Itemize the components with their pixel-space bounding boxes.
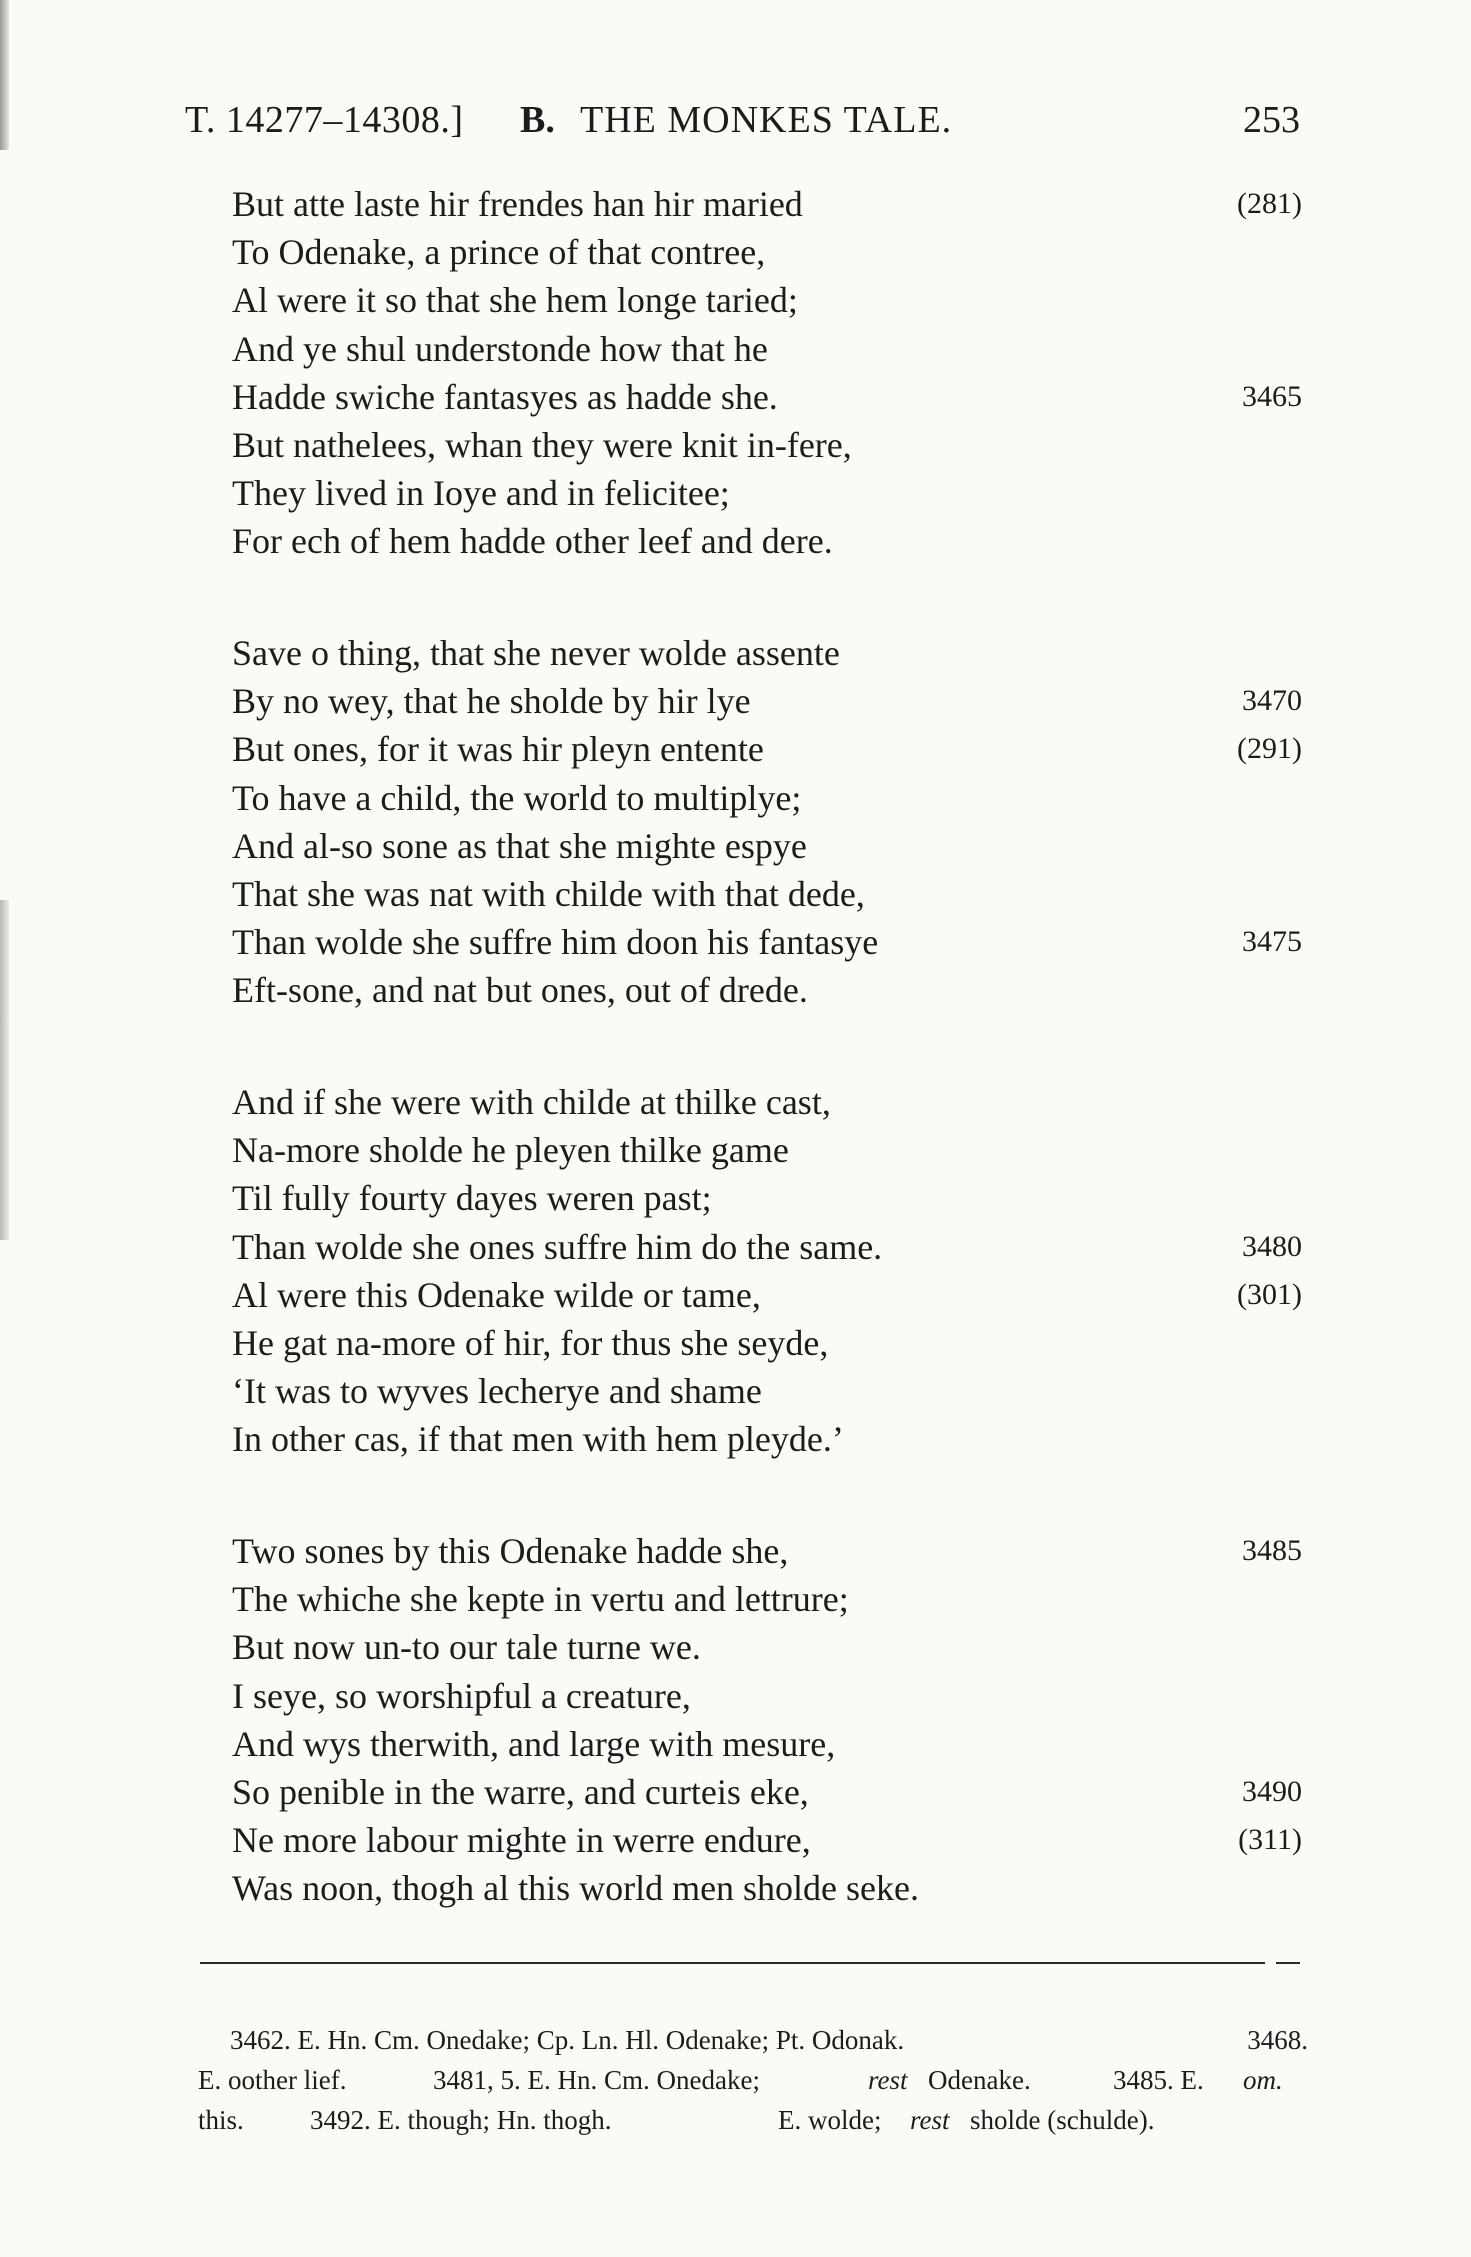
verse-line: But now un-to our tale turne we. bbox=[232, 1627, 701, 1668]
line-number: 3480 bbox=[1242, 1229, 1302, 1263]
verse-line: For ech of hem hadde other leef and dere. bbox=[232, 521, 833, 562]
verse-line: I seye, so worshipful a creature, bbox=[232, 1675, 691, 1716]
verse-line: Al were it so that she hem longe taried; bbox=[232, 280, 798, 321]
line-range-reference: T. 14277–14308.] bbox=[185, 99, 464, 141]
stanza-3 bbox=[232, 1078, 1302, 1464]
verse-line: Til fully fourty dayes weren past; bbox=[232, 1178, 712, 1219]
verse-line: And wys therwith, and large with mesure, bbox=[232, 1723, 836, 1764]
line-number: (291) bbox=[1237, 732, 1302, 766]
verse-line: They lived in Ioye and in felicitee; bbox=[232, 473, 730, 514]
verse-line: He gat na-more of hir, for thus she seyde, bbox=[232, 1322, 829, 1363]
verse-line: In other cas, if that men with hem pleyde.’ bbox=[232, 1419, 844, 1460]
stanza-4 bbox=[232, 1527, 1302, 1913]
verse-line: Two sones by this Odenake hadde she, 3485 bbox=[232, 1527, 1302, 1575]
line-number: 3470 bbox=[1242, 684, 1302, 718]
footnote-line: 3462. E. Hn. Cm. Onedake; Cp. Ln. Hl. Odenake; Pt. Odonak. 3468. bbox=[230, 2025, 1308, 2055]
verse-line: And al-so sone as that she mighte espye bbox=[232, 825, 807, 866]
verse-line: To Odenake, a prince of that contree, bbox=[232, 232, 766, 273]
verse-line: So penible in the warre, and curteis eke, 3490 bbox=[232, 1768, 1302, 1816]
page-edge-shadow bbox=[0, 0, 9, 150]
verse-line: Na-more sholde he pleyen thilke game bbox=[232, 1130, 789, 1171]
stanza-2 bbox=[232, 629, 1302, 1015]
verse-line: And ye shul understonde how that he bbox=[232, 328, 768, 369]
footnotes bbox=[198, 2020, 1308, 2140]
verse-line: To have a child, the world to multiplye; bbox=[232, 777, 802, 818]
verse-line: Than wolde she ones suffre him do the same. 3480 bbox=[232, 1223, 1302, 1271]
footnote-rule-tail bbox=[1276, 1962, 1300, 1964]
line-number: (281) bbox=[1237, 187, 1302, 220]
verse-line: Save o thing, that she never wolde assente bbox=[232, 633, 840, 673]
line-number: (311) bbox=[1238, 1823, 1302, 1857]
page-number: 253 bbox=[1243, 99, 1300, 141]
stanza-1 bbox=[232, 180, 1302, 566]
verse-line: But nathelees, whan they were knit in-fere, bbox=[232, 424, 852, 465]
footnote-rule bbox=[200, 1962, 1300, 1966]
page-edge-shadow bbox=[0, 900, 9, 1240]
verse-line: Hadde swiche fantasyes as hadde she. 3465 bbox=[232, 373, 1302, 421]
verse-line: Eft-sone, and nat but ones, out of drede. bbox=[232, 970, 808, 1011]
line-number: 3485 bbox=[1242, 1534, 1302, 1567]
verse-line: ‘It was to wyves lecherye and shame bbox=[232, 1371, 762, 1412]
verse-line: Than wolde she suffre him doon his fantasye 3475 bbox=[232, 918, 1302, 966]
verse-line: Ne more labour mighte in werre endure, (311) bbox=[232, 1816, 1302, 1864]
footnote-line: E. oother lief. 3481, 5. E. Hn. Cm. Onedake; rest Odenake. 3485. E. om. bbox=[198, 2065, 1283, 2095]
verse-line: But ones, for it was hir pleyn entente (291) bbox=[232, 725, 1302, 773]
line-number: 3465 bbox=[1242, 379, 1302, 413]
section-letter: B. bbox=[520, 99, 555, 141]
line-number: 3490 bbox=[1242, 1774, 1302, 1808]
verse-line: Al were this Odenake wilde or tame, (301) bbox=[232, 1271, 1302, 1319]
line-number: 3475 bbox=[1242, 925, 1302, 959]
verse-line: Was noon, thogh al this world men sholde seke. bbox=[232, 1868, 920, 1909]
running-title: THE MONKES TALE. bbox=[580, 99, 953, 141]
verse-line: By no wey, that he sholde by hir lye 3470 bbox=[232, 677, 1302, 725]
verse-line: But atte laste hir frendes han hir maried (281) bbox=[232, 180, 1302, 228]
verse-line: And if she were with childe at thilke cast, bbox=[232, 1082, 831, 1122]
footnote-rule-main bbox=[200, 1962, 1265, 1964]
verse-line: The whiche she kepte in vertu and lettrure; bbox=[232, 1579, 849, 1620]
footnote-line: this. 3492. E. though; Hn. thogh. E. wolde; rest sholde (schulde). bbox=[198, 2105, 1155, 2135]
verse-line: That she was nat with childe with that dede, bbox=[232, 873, 865, 914]
line-number: (301) bbox=[1237, 1277, 1302, 1311]
